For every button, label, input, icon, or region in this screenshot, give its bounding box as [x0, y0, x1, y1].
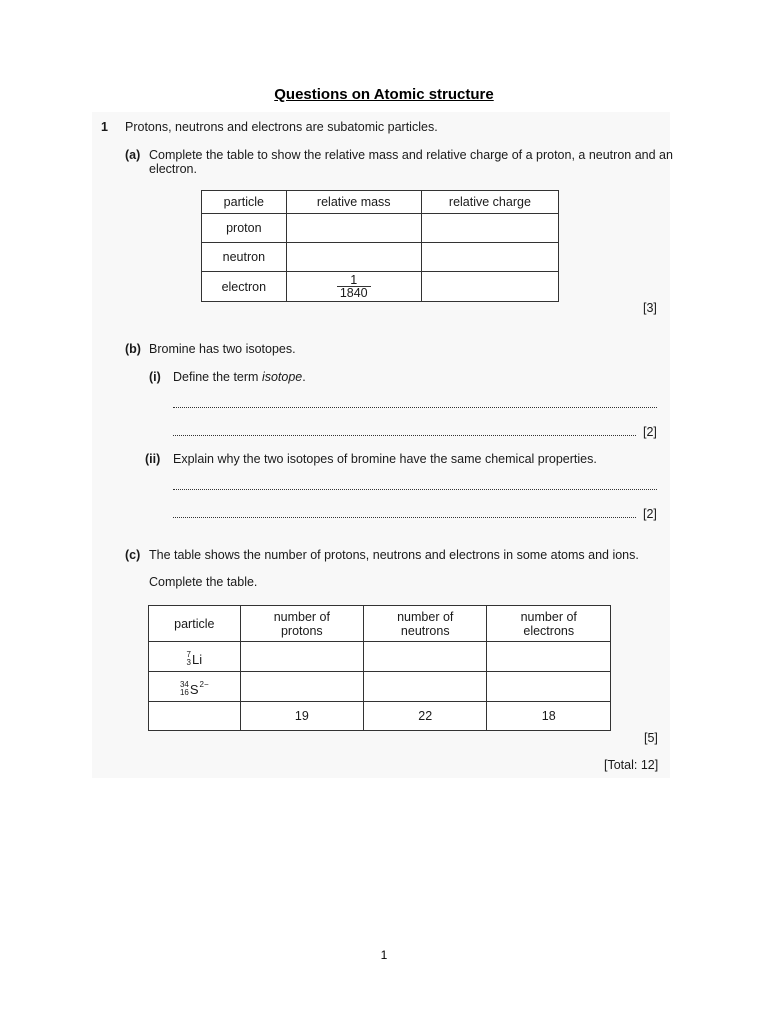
fraction-numerator: 1 — [337, 274, 371, 287]
question-number: 1 — [101, 120, 108, 134]
atomic-number: 3 — [186, 658, 191, 667]
answer-line[interactable] — [173, 489, 657, 490]
cell-mass-input[interactable] — [286, 214, 421, 243]
header-particle: particle — [202, 191, 287, 214]
table-particle-mass-charge — [201, 190, 559, 302]
page-title: Questions on Atomic structure — [274, 86, 494, 103]
answer-line[interactable] — [173, 407, 657, 408]
marks-c: [5] — [644, 731, 658, 745]
cell-particle-symbol-input[interactable] — [149, 702, 241, 731]
header-number-of-neutrons: number of neutrons — [364, 606, 487, 642]
cell-particle: neutron — [202, 243, 287, 272]
marks-b-ii: [2] — [643, 507, 657, 521]
mass-number: 7 — [186, 650, 191, 659]
cell-neutrons: 22 — [364, 702, 487, 731]
answer-line[interactable] — [173, 517, 636, 518]
part-c-instruction: Complete the table. — [149, 575, 258, 589]
part-b-text: Bromine has two isotopes. — [149, 342, 296, 356]
mass-number: 34 — [179, 680, 189, 689]
cell-electrons: 18 — [487, 702, 611, 731]
header-number-of-protons: number of protons — [240, 606, 363, 642]
atomic-number: 16 — [179, 688, 189, 697]
cell-particle-symbol — [149, 672, 241, 702]
part-a-line1: Complete the table to show the relative mass and relative charge of a proton, a neutron and an — [149, 148, 673, 162]
element-symbol: Li — [191, 651, 203, 667]
nuclide-sulfide-ion — [180, 681, 209, 697]
header-relative-charge: relative charge — [421, 191, 558, 214]
table-row — [149, 672, 611, 702]
marks-a: [3] — [643, 301, 657, 315]
header-number-of-electrons: number of electrons — [487, 606, 611, 642]
part-b-i-text: Define the term — [173, 370, 262, 384]
answer-line[interactable] — [173, 435, 636, 436]
cell-particle-symbol — [149, 642, 241, 672]
part-b-i-question — [173, 370, 306, 385]
fraction-denominator: 1840 — [339, 285, 368, 300]
cell-protons-input[interactable] — [240, 672, 363, 702]
cell-mass-fraction — [286, 272, 421, 302]
question-intro: Protons, neutrons and electrons are subatomic particles. — [125, 120, 438, 134]
nuclide-lithium — [187, 651, 203, 667]
cell-electrons-input[interactable] — [487, 642, 611, 672]
cell-charge-input[interactable] — [421, 272, 558, 302]
term-isotope: isotope — [261, 370, 303, 384]
part-b-i-label: (i) — [149, 370, 161, 384]
cell-neutrons-input[interactable] — [364, 642, 487, 672]
ion-charge: 2− — [199, 680, 209, 689]
table-row — [149, 702, 611, 731]
marks-b-i: [2] — [643, 425, 657, 439]
table-row — [202, 243, 559, 272]
part-b-ii-text: Explain why the two isotopes of bromine have the same chemical properties. — [173, 452, 597, 466]
cell-electrons-input[interactable] — [487, 672, 611, 702]
cell-protons-input[interactable] — [240, 642, 363, 672]
table-protons-neutrons-electrons — [148, 605, 611, 731]
table-header-row — [149, 606, 611, 642]
cell-particle: proton — [202, 214, 287, 243]
header-relative-mass: relative mass — [286, 191, 421, 214]
cell-charge-input[interactable] — [421, 243, 558, 272]
part-c-text: The table shows the number of protons, neutrons and electrons in some atoms and ions. — [149, 548, 639, 562]
part-b-label: (b) — [125, 342, 141, 356]
cell-mass-input[interactable] — [286, 243, 421, 272]
part-b-i-period: . — [302, 370, 306, 384]
cell-particle: electron — [202, 272, 287, 302]
page-number: 1 — [380, 948, 388, 962]
part-c-label: (c) — [125, 548, 141, 562]
table-row — [202, 272, 559, 302]
part-a-label: (a) — [125, 148, 141, 162]
total-marks: [Total: 12] — [604, 758, 659, 772]
table-header-row — [202, 191, 559, 214]
table-row — [202, 214, 559, 243]
element-symbol: S — [189, 681, 199, 697]
table-row — [149, 642, 611, 672]
cell-neutrons-input[interactable] — [364, 672, 487, 702]
cell-charge-input[interactable] — [421, 214, 558, 243]
part-a-line2: electron. — [149, 162, 197, 176]
fraction — [337, 274, 371, 299]
header-particle: particle — [149, 606, 241, 642]
cell-protons: 19 — [240, 702, 363, 731]
part-b-ii-label: (ii) — [145, 452, 161, 466]
